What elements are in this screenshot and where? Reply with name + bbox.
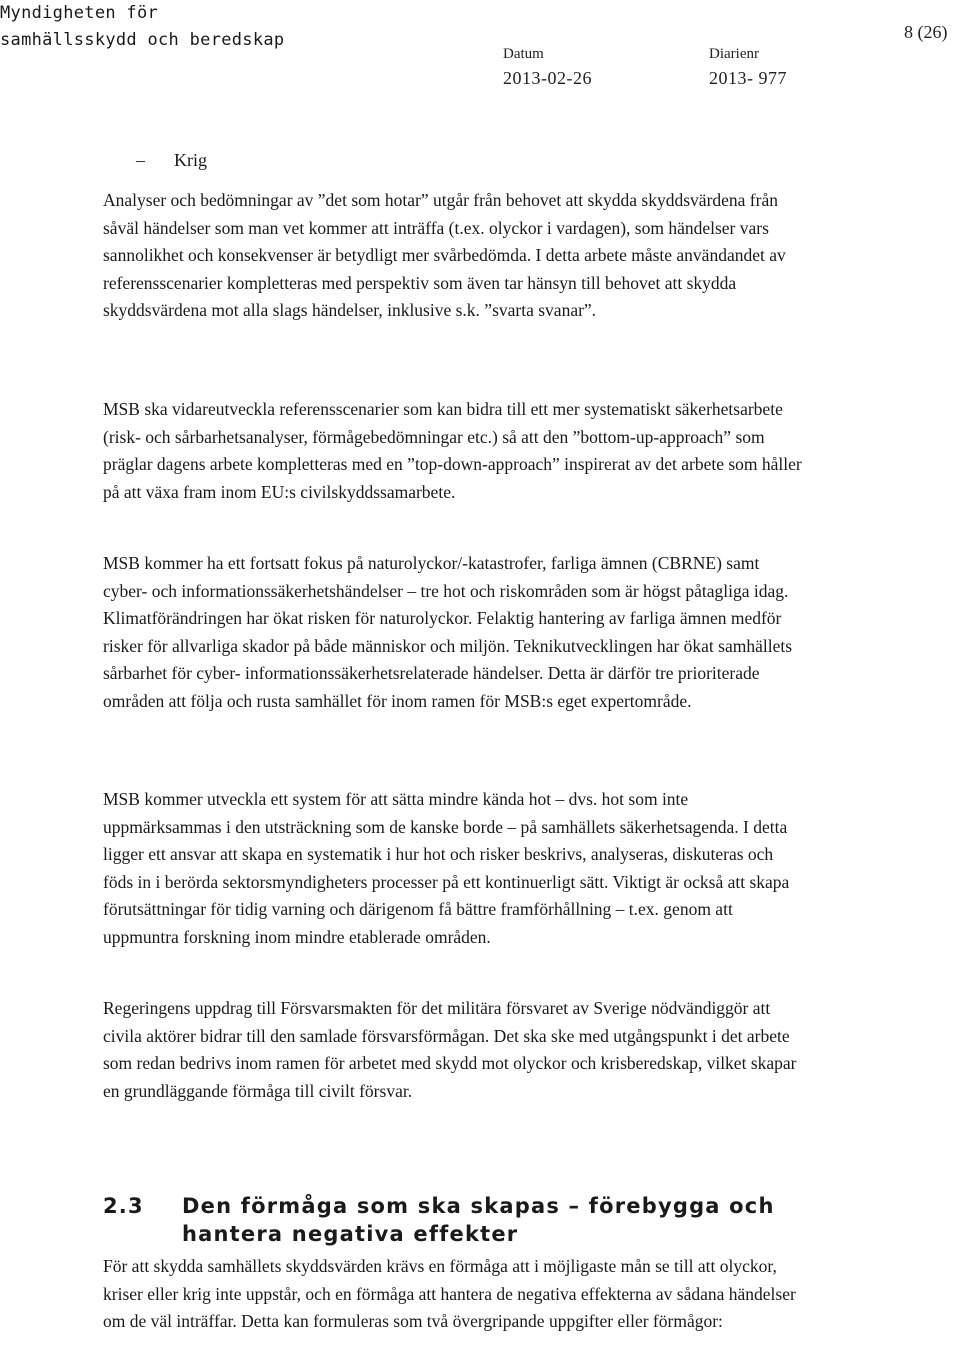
- paragraph-naturolyckor: MSB kommer ha ett fortsatt fokus på naturolyckor/-katastrofer, farliga ämnen (CBRNE) samt cyber- och informationssäkerhetshändelser – tre hot och riskområden som är högst påtagliga idag. Klimatförändringen har ökat risken för naturolyckor. Felaktig hantering av farliga ämnen medför risker för allvarliga skador på både människor och miljön. Teknikutvecklingen har ökat samhällets sårbarhet för cyber- informationssäkerhetsrelaterade händelser. Detta är därför tre prioriterade områden att följa och rusta samhället för inom ramen för MSB:s eget expertområde.: [103, 553, 793, 711]
- diarienr-value: 2013- 977: [709, 68, 787, 88]
- diarienr-label: Diarienr: [709, 46, 759, 62]
- organization-name: [0, 0, 284, 54]
- paragraph-section-intro: För att skydda samhällets skyddsvärden krävs en förmåga att i möjligaste mån se till att olyckor, kriser eller krig inte uppstår, och en förmåga att hantera de negativa effekterna av sådana händelser om de väl inträffar. Detta kan formuleras som två övergripande uppgifter eller förmågor:: [103, 1256, 796, 1331]
- date-value: 2013-02-26: [503, 68, 592, 88]
- paragraph-analyses: Analyser och bedömningar av ”det som hotar” utgår från behovet att skydda skyddsvärdena från såväl händelser som man vet kommer att inträffa (t.ex. olyckor i vardagen), som händelser vars sannolikhet och konsekvenser är betydligt mer svårbedömda. I detta arbete måste användandet av referensscenarier kompletteras med perspektiv som även tar hänsyn till behovet att skydda skyddsvärdena mot alla slags händelser, inklusive s.k. ”svarta svanar”.: [103, 190, 786, 320]
- paragraph-regeringens-uppdrag: Regeringens uppdrag till Försvarsmakten för det militära försvaret av Sverige nödvändiggör att civila aktörer bidrar till den samlade försvarsförmågan. Det ska ske med utgångspunkt i det arbete som redan bedrivs inom ramen för arbetet med skydd mot olyckor och krisberedskap, vilket skapar en grundläggande förmåga till civilt försvar.: [103, 998, 797, 1101]
- date-label: Datum: [503, 46, 544, 62]
- diarienr-block: [709, 44, 787, 92]
- paragraph-mindre-kanda-hot: MSB kommer utveckla ett system för att sätta mindre kända hot – dvs. hot som inte uppmärksammas i den utsträckning som de kanske borde – på samhällets säkerhetsagenda. I detta ligger ett ansvar att skapa en systematik i hur hot och risker beskrivs, analyseras, diskuteras och föds in i berörda sektorsmyndigheters processer på ett kontinuerligt sätt. Viktigt är också att skapa förutsättningar för tidig varning och därigenom få bättre framförhållning – t.ex. genom att uppmuntra forskning inom mindre etablerade områden.: [103, 789, 790, 947]
- list-item-text: Krig: [174, 150, 207, 170]
- org-line-2: samhällsskydd och beredskap: [0, 30, 285, 50]
- paragraph-referensscenarier: MSB ska vidareutveckla referensscenarier som kan bidra till ett mer systematiskt säkerhetsarbete (risk- och sårbarhetsanalyser, förmågebedömningar etc.) så att den ”bottom-up-approach” som präglar dagens arbete kompletteras med en ”top-down-approach” inspirerat av det arbete som håller på att växa fram inom EU:s civilskyddssamarbete.: [103, 399, 802, 502]
- section-number: 2.3: [103, 1194, 144, 1218]
- date-block: [503, 44, 592, 92]
- list-item: [136, 147, 207, 174]
- section-title: Den förmåga som ska skapas – förebygga och hantera negativa effekter: [182, 1194, 775, 1246]
- page-number: 8 (26): [904, 22, 948, 42]
- section-heading: [103, 1192, 863, 1248]
- list-dash: –: [136, 150, 145, 170]
- org-line-1: Myndigheten för: [0, 3, 159, 23]
